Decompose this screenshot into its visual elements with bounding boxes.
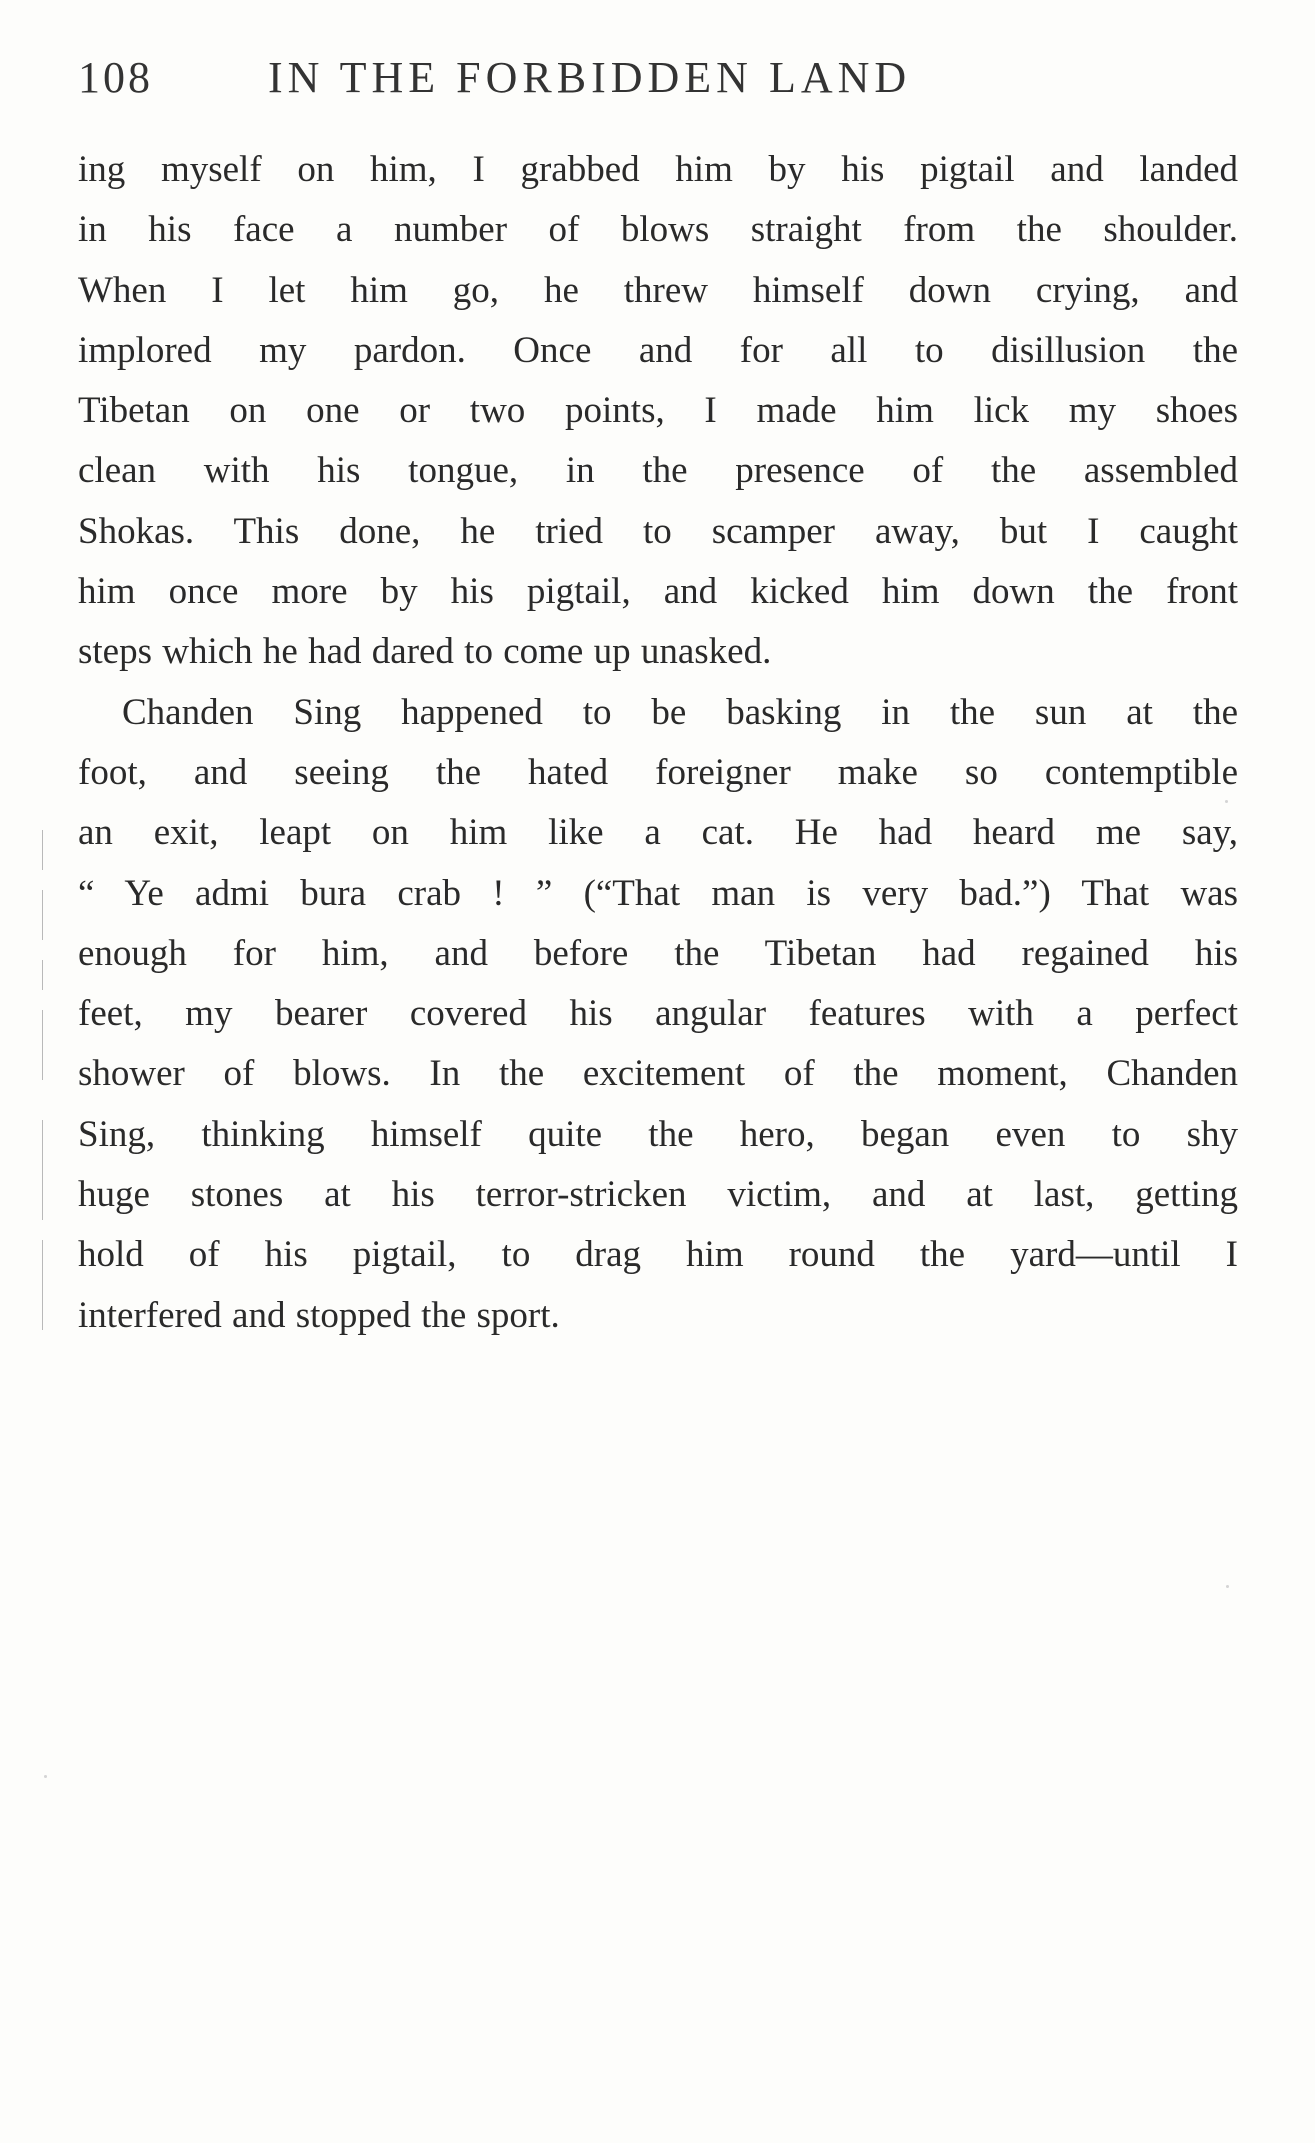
text-line: Tibetan on one or two points, I made him lick my shoes	[78, 390, 1238, 432]
text-line: in his face a number of blows straight from the shoulder.	[78, 209, 1238, 251]
text-line: shower of blows. In the excitement of the moment, Chanden	[78, 1053, 1238, 1095]
scan-mark	[42, 1010, 43, 1080]
scan-mark	[42, 890, 43, 940]
scan-mark	[42, 830, 43, 870]
text-line: interfered and stopped the sport.	[78, 1294, 560, 1336]
paper-speck	[44, 1775, 47, 1778]
body-text	[78, 140, 1238, 1346]
text-line: huge stones at his terror-stricken victim, and at last, getting	[78, 1174, 1238, 1216]
running-title: IN THE FORBIDDEN LAND	[268, 53, 912, 102]
text-line: When I let him go, he threw himself down crying, and	[78, 269, 1238, 311]
text-line: implored my pardon. Once and for all to disillusion the	[78, 329, 1238, 371]
margin-scan-marks	[36, 830, 48, 1410]
text-line: hold of his pigtail, to drag him round the yard—until I	[78, 1234, 1238, 1276]
paper-speck	[1225, 800, 1228, 803]
scan-mark	[42, 1240, 43, 1330]
text-line: Chanden Sing happened to be basking in the sun at the	[122, 691, 1238, 733]
page-number: 108	[78, 53, 153, 102]
text-line: him once more by his pigtail, and kicked him down the front	[78, 571, 1238, 613]
text-line: enough for him, and before the Tibetan had regained his	[78, 932, 1238, 974]
text-line: an exit, leapt on him like a cat. He had heard me say,	[78, 812, 1238, 854]
text-line: “ Ye admi bura crab ! ” (“That man is very bad.”) That was	[78, 872, 1238, 914]
text-line: ing myself on him, I grabbed him by his pigtail and landed	[78, 149, 1238, 190]
paper-speck	[1226, 1585, 1229, 1588]
text-line: feet, my bearer covered his angular features with a perfect	[78, 993, 1238, 1035]
text-line: foot, and seeing the hated foreigner make so contemptible	[78, 751, 1238, 793]
text-line: Sing, thinking himself quite the hero, began even to shy	[78, 1113, 1238, 1155]
running-head	[78, 52, 1238, 112]
scan-mark	[42, 960, 43, 990]
scan-mark	[42, 1120, 43, 1220]
text-line: steps which he had dared to come up unasked.	[78, 631, 772, 673]
text-line: clean with his tongue, in the presence of the assembled	[78, 450, 1238, 492]
text-line: Shokas. This done, he tried to scamper away, but I caught	[78, 510, 1238, 552]
